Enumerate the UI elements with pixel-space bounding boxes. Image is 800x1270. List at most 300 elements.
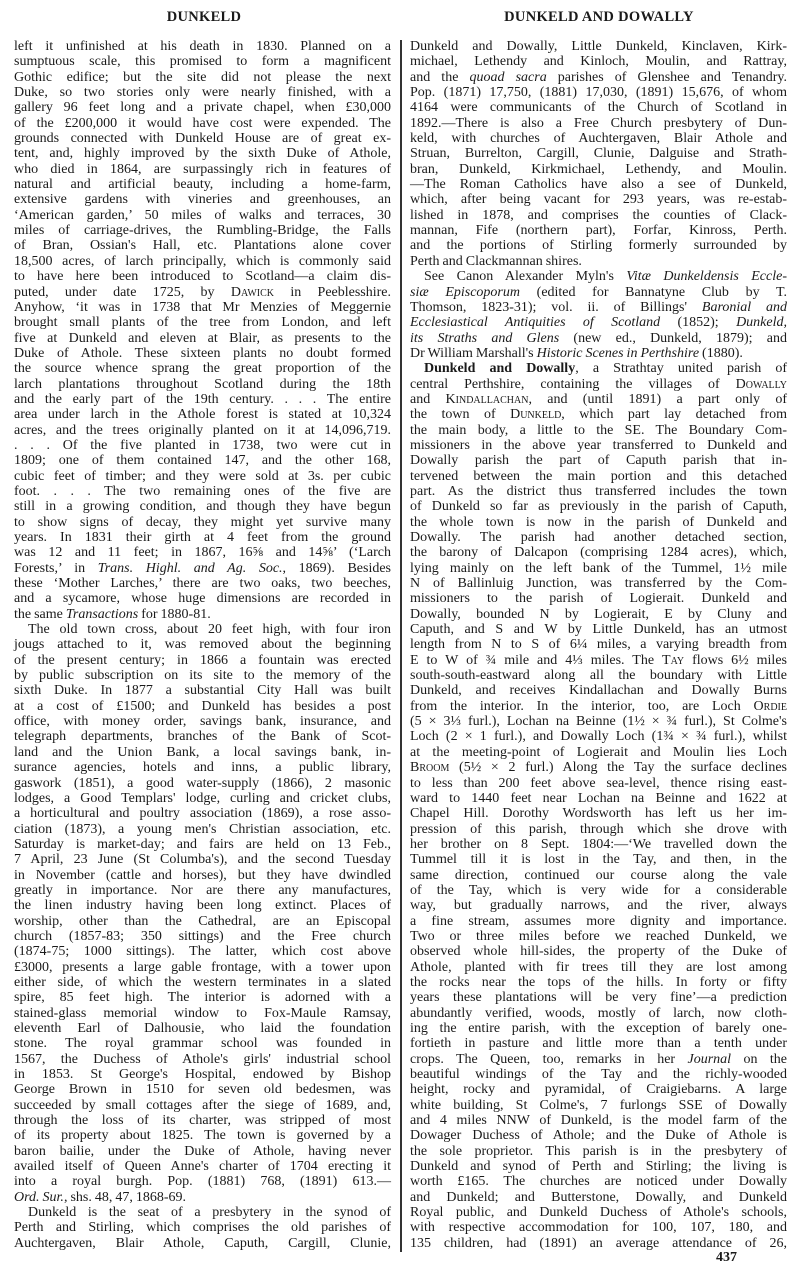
text-run: , and (until 1891) a part only of — [528, 391, 787, 407]
text-line — [14, 806, 391, 821]
text-line — [410, 760, 787, 775]
text-run: length from N to S of 6¼ miles, a varying breadth from — [410, 637, 787, 653]
text-run: extensive gardens with vineries and greenhouses, an — [14, 192, 391, 208]
text-line — [14, 852, 391, 867]
text-run: keld, with churches of Auchtergaven, Blair Athole and — [410, 131, 787, 147]
text-run: part. As the district thus transferred includes the town — [410, 483, 787, 499]
text-run: of Dunkeld so far as previously in the parish of Caputh, — [410, 499, 787, 515]
text-run: 1567, the Duchess of Athole's girls' industrial school — [14, 1051, 391, 1067]
text-run: to show signs of decay, they might yet survive many — [14, 514, 391, 530]
text-line — [14, 1128, 391, 1143]
text-run: missioners in the above year transferred to Dunkeld and — [410, 437, 787, 453]
text-line — [410, 39, 787, 54]
text-line — [410, 1021, 787, 1036]
text-run: her brother on 8 Sept. 1804:—‘We travelled down the — [410, 836, 787, 852]
text-run: crops. The Queen, too, remarks in her — [410, 1051, 688, 1067]
text-run: £3000, presents a large gable frontage, with a tower upon — [14, 959, 391, 975]
text-run: Royal public, and Dunkeld Duchess of Athole's schools, — [410, 1205, 787, 1221]
text-line — [410, 238, 787, 253]
text-line — [14, 1006, 391, 1021]
text-run: Anyhow, ‘it was in 1738 that Mr Menzies of Meggernie — [14, 299, 391, 315]
text-run: Chapel Hill. Dorothy Wordsworth has left us her im- — [410, 806, 787, 822]
text-line — [410, 637, 787, 652]
text-run: Perth and Stirling, which comprises the old parishes of — [14, 1220, 391, 1236]
text-run: left it unfinished at his death in 1830. Planned on a — [14, 39, 391, 54]
text-run: to less than 200 feet above sea-level, thence rising east- — [410, 775, 787, 791]
text-line — [410, 898, 787, 913]
text-line — [410, 1174, 787, 1189]
text-line — [14, 484, 391, 499]
text-line — [14, 54, 391, 69]
text-run: surance agencies, hotels and inns, a public library, — [14, 760, 391, 776]
text-line — [410, 607, 787, 622]
text-run: on the — [731, 1051, 788, 1067]
text-line — [14, 1082, 391, 1097]
page-number: 437 — [716, 1250, 737, 1265]
text-run: from the interior. In the interior, too, are Loch — [410, 698, 754, 714]
text-run: in 1853. St George's Hospital, endowed by Bishop — [14, 1067, 391, 1083]
text-run: See Canon Alexander Myln's — [424, 269, 627, 285]
text-run: (5 × 3⅓ furl.), Lochan na Beinne (1½ × ¾ furl.), St Colme's — [410, 714, 787, 730]
text-run: at the meeting-point of Logierait and Moulin lies Loch — [410, 744, 787, 760]
text-run: Loch (2 × 1 furl.), and Dowally Loch (1¾ × ¾ furl.), whilst — [410, 729, 787, 745]
text-run: and — [410, 391, 446, 407]
text-run: gaswork (1851), a good water-supply (1866), 2 masonic — [14, 775, 391, 791]
text-run: stained-glass memorial window to Fox-Maule Ramsay, — [14, 1005, 391, 1021]
text-line — [410, 576, 787, 591]
text-line — [410, 116, 787, 131]
text-line — [14, 607, 391, 622]
text-run: 4164 were communicants of the Church of Scotland in — [410, 100, 787, 116]
text-run: land and the Union Bank, a local savings bank, in- — [14, 744, 391, 760]
text-line — [410, 1082, 787, 1097]
text-run: still in a growing condition, and though they have begun — [14, 499, 391, 515]
text-run: years these plantations will be very fine’—a prediction — [410, 990, 787, 1006]
text-line — [410, 269, 787, 284]
text-run: gallery 96 feet long and a private chapel, when £30,000 — [14, 100, 391, 116]
text-run: 1892.—There is also a Free Church presbytery of Dun- — [410, 115, 787, 131]
text-line — [410, 683, 787, 698]
text-line — [14, 791, 391, 806]
text-run: at a cost of £1500; and Dunkeld has besides a post — [14, 698, 391, 714]
text-line — [14, 1036, 391, 1051]
text-run: missioners to the parish of Logierait. Dunkeld and — [410, 591, 787, 607]
text-run: Caputh, and S and W by Little Dunkeld, has an utmost — [410, 622, 787, 638]
bold-entry-title: Dunkeld and Dowally — [424, 361, 576, 377]
text-run: michael, Lethendy and Kinloch, Moulin, and Rattray, — [410, 54, 787, 70]
text-run: Dunkeld and synod of Perth and Stirling; the living is — [410, 1159, 787, 1175]
text-line — [14, 1144, 391, 1159]
column-divider — [400, 40, 402, 1252]
text-line — [14, 1052, 391, 1067]
text-line — [410, 1220, 787, 1235]
text-run: either side, of which the western terminates in a slated — [14, 974, 391, 990]
text-run: , 1869). Besides — [282, 560, 391, 576]
text-run: with respective accommodation for 100, 107, 180, and — [410, 1220, 787, 1236]
text-line — [410, 315, 787, 330]
italic-text: Dunkeld, — [736, 315, 787, 331]
text-line — [14, 392, 391, 407]
text-line — [410, 868, 787, 883]
small-caps-name: Dawick — [230, 284, 275, 300]
text-line — [410, 331, 787, 346]
text-line — [14, 177, 391, 192]
text-line — [410, 131, 787, 146]
text-line — [410, 668, 787, 683]
text-line — [14, 929, 391, 944]
text-run: 7 April, 23 June (St Columba's), and the second Tuesday — [14, 852, 391, 868]
text-run: years. In 1831 their girth at 4 feet from the ground — [14, 530, 391, 545]
text-line — [14, 944, 391, 959]
text-line — [410, 192, 787, 207]
text-run: in Peeblesshire. — [274, 284, 392, 300]
text-run: N of Ballinluig Junction, was transferred by the Com- — [410, 576, 787, 592]
text-line — [410, 653, 787, 668]
text-run: Saturday is market-day; and fairs are held on 13 Feb., — [14, 836, 391, 852]
text-run: George Brown in 1510 for seven old bedesmen, was — [14, 1082, 391, 1098]
text-run: the main body, a little to the SE. The Boundary Com- — [410, 422, 787, 438]
text-run: Dunkeld and Dowally, Little Dunkeld, Kinclaven, Kirk- — [410, 39, 787, 54]
text-line — [14, 637, 391, 652]
text-line — [14, 331, 391, 346]
text-line — [14, 39, 391, 54]
text-line — [14, 1190, 391, 1205]
text-line — [410, 453, 787, 468]
text-run: puted, under date 1725, by — [14, 284, 231, 300]
text-run: spire, 85 feet high. The interior is adorned with a — [14, 990, 391, 1006]
text-line — [410, 100, 787, 115]
text-line — [14, 760, 391, 775]
text-run: worth £165. The churches are noticed under Dowally — [410, 1174, 787, 1190]
text-line — [410, 407, 787, 422]
text-line — [14, 423, 391, 438]
text-run: the rocks near the tops of the hills. In forty or fifty — [410, 974, 787, 990]
text-line — [14, 407, 391, 422]
text-line — [14, 377, 391, 392]
text-run: which, after being vacant for 293 years, was re-estab- — [410, 192, 787, 208]
text-run: E to W of ¾ mile and 4⅓ miles. The — [410, 652, 663, 668]
text-run: Dr William Marshall's — [410, 345, 537, 361]
text-run: abundantly verified, woods, mostly of larch, now cloth- — [410, 1005, 787, 1021]
text-line — [410, 469, 787, 484]
text-run: Struan, Burrelton, Cargill, Clunie, Dalguise and Strath- — [410, 146, 787, 162]
text-run: (edited for Bannatyne Club by T. — [520, 284, 787, 300]
text-line — [410, 745, 787, 760]
text-line — [410, 791, 787, 806]
text-line — [410, 377, 787, 392]
text-line — [410, 438, 787, 453]
text-line — [410, 729, 787, 744]
text-line — [14, 208, 391, 223]
text-line — [14, 898, 391, 913]
text-run: height, rocky and pyramidal, of Craigiebarns. A large — [410, 1082, 787, 1098]
text-line — [410, 254, 787, 269]
text-run: the sole proprietor. This parish is in the presbytery of — [410, 1143, 787, 1159]
text-line — [14, 469, 391, 484]
text-line — [410, 929, 787, 944]
text-line — [14, 1067, 391, 1082]
text-run: Forests,’ in — [14, 560, 98, 576]
text-run: Dunkeld is the seat of a presbytery in the synod of — [28, 1205, 391, 1221]
text-run: into a royal burgh. Pop. (1881) 768, (1891) 613.— — [14, 1174, 391, 1190]
text-line — [14, 883, 391, 898]
text-line — [410, 960, 787, 975]
text-line — [14, 868, 391, 883]
italic-text: Transactions — [65, 606, 139, 622]
text-line — [410, 1098, 787, 1113]
text-line — [410, 285, 787, 300]
text-run: Thomson, 1823-31); vol. ii. of Billings' — [410, 299, 702, 315]
text-run: stone. The royal grammar school was founded in — [14, 1036, 391, 1052]
text-line — [14, 683, 391, 698]
text-run: lished in 1878, and comprises the counties of Clack- — [410, 207, 787, 223]
text-run: parishes of Glenshee and Tenandry. — [546, 69, 787, 85]
text-line — [14, 622, 391, 637]
text-line — [14, 269, 391, 284]
small-caps-name: Kindallachan — [445, 391, 529, 407]
text-run: Tummel till it is lost in the Tay, and then, in the — [410, 852, 787, 868]
text-run: sumptuous scale, this promised to form a magnificent — [14, 54, 391, 70]
text-line — [410, 300, 787, 315]
text-run: by public subscription on its site to the memory of the — [14, 668, 391, 684]
text-line — [14, 254, 391, 269]
text-run: fortieth in pasture and little more than a tenth under — [410, 1036, 787, 1052]
text-run: The old town cross, about 20 feet high, with four iron — [28, 622, 391, 638]
text-line — [410, 530, 787, 545]
text-line — [14, 960, 391, 975]
text-run: area under larch in the Athole forest is stated at 10,324 — [14, 407, 391, 423]
text-run: 18,500 acres, of larch principally, which is commonly said — [14, 253, 391, 269]
text-line — [410, 1190, 787, 1205]
text-line — [410, 484, 787, 499]
text-run: church (1857-83; 350 sittings) and the Free church — [14, 928, 391, 944]
text-line — [14, 776, 391, 791]
italic-text: Journal — [687, 1051, 732, 1067]
text-run: . . . Of the five planted in 1738, two were cut in — [14, 437, 391, 453]
text-run: a fine stream, assumes more dignity and importance. — [410, 913, 787, 929]
text-run: (5½ × 2 furl.) Along the Tay the surface declines — [449, 760, 787, 776]
text-run: and the portions of Stirling formerly surrounded by — [410, 238, 787, 254]
text-run: lodges, a Good Templars' lodge, curling and cricket clubs, — [14, 790, 391, 806]
text-line — [410, 1067, 787, 1082]
text-line — [410, 1159, 787, 1174]
text-line — [14, 1205, 391, 1220]
text-run: sixth Duke. In 1877 a substantial City Hall was built — [14, 683, 391, 699]
text-line — [410, 837, 787, 852]
text-line — [14, 1021, 391, 1036]
text-line — [14, 591, 391, 606]
text-run: , which part lay detached from — [561, 407, 788, 423]
text-line — [14, 238, 391, 253]
italic-text: Vitæ Dunkeldensis Eccle- — [626, 269, 787, 285]
text-run: cubic feet of timber; and they were sold at 3s. per cubic — [14, 468, 391, 484]
text-run: jougs attached to it, was removed about the beginning — [14, 637, 391, 653]
text-line — [14, 914, 391, 929]
text-run: and the early part of the 19th century. . . . The entire — [14, 391, 391, 407]
text-line — [14, 745, 391, 760]
text-line — [14, 100, 391, 115]
text-run: tent, and, highly improved by the sixth Duke of Athole, — [14, 146, 391, 162]
text-run: , a Strathtay united parish of — [575, 361, 787, 377]
text-run: larch plantations throughout Scotland during the 18th — [14, 376, 391, 392]
text-run: was 12 and 11 feet; in 1867, 16⅝ and 14⅝’ (‘Larch — [14, 545, 391, 561]
text-run: ing the entire parish, with the exception of barely one- — [410, 1021, 787, 1036]
text-run: bran, Dunkeld, Kirkmichael, Lethendy, and Moulin. — [410, 161, 787, 177]
text-run: and 4 miles NNW of Dunkeld, is the model farm of the — [410, 1113, 787, 1129]
text-run: pression of this parish, through which she drove with — [410, 821, 787, 837]
text-run: for 1880-81. — [138, 606, 211, 622]
text-run: Gothic edifice; but the site did not please the next — [14, 69, 391, 85]
text-run: greatly in importance. Nor are there any manufactures, — [14, 882, 391, 898]
text-run: ward to 1440 feet near Lochan na Beinne and 1622 at — [410, 790, 787, 806]
text-run: —The Roman Catholics have also a see of Dunkeld, — [410, 177, 787, 193]
text-run: and Dunkeld; and Butterstone, Dowally, and Dunkeld — [410, 1189, 787, 1205]
text-run: worship, other than the Cathedral, are an Episcopal — [14, 913, 391, 929]
text-run: (1874-75; 1000 sittings). The latter, which cost above — [14, 944, 391, 960]
text-run: eleventh Earl of Dalhousie, who laid the foundation — [14, 1021, 391, 1036]
text-line — [14, 668, 391, 683]
text-line — [410, 146, 787, 161]
text-line — [410, 852, 787, 867]
text-run: baron bailie, under the Duke of Athole, having never — [14, 1143, 391, 1159]
running-header-left: DUNKELD — [166, 9, 242, 25]
text-run: Auchtergaven, Blair Athole, Caputh, Cargill, Clunie, — [14, 1235, 391, 1251]
text-line — [14, 530, 391, 545]
text-run: acres, and the trees originally planted on it at 14,096,719. — [14, 422, 391, 438]
text-line — [14, 285, 391, 300]
text-run: through the loss of its charter, was stripped of most — [14, 1113, 391, 1129]
text-line — [410, 1052, 787, 1067]
text-line — [14, 1174, 391, 1189]
text-run: Pop. (1871) 17,750, (1881) 17,030, (1891) 15,676, of whom — [410, 85, 787, 101]
italic-text: Ord. Sur. — [14, 1189, 64, 1205]
text-line — [410, 361, 787, 376]
text-line — [410, 883, 787, 898]
text-run: Duke of Athole. These sixteen plants no doubt formed — [14, 345, 391, 361]
text-run: the whole town is now in the parish of Dunkeld and — [410, 514, 787, 530]
text-line — [14, 837, 391, 852]
text-run: central Perthshire, containing the villages of — [410, 376, 736, 392]
text-run: Dowally, bounded N by Logierait, E by Cluny and — [410, 606, 787, 622]
text-line — [410, 545, 787, 560]
text-line — [14, 361, 391, 376]
text-line — [14, 653, 391, 668]
text-run: of its property about 1825. The town is governed by a — [14, 1128, 391, 1144]
text-line — [410, 714, 787, 729]
left-column-text — [14, 39, 391, 1251]
text-line — [410, 1144, 787, 1159]
text-line — [410, 975, 787, 990]
text-line — [410, 1128, 787, 1143]
text-line — [410, 561, 787, 576]
text-line — [410, 54, 787, 69]
text-run: and the — [410, 69, 470, 85]
text-run: succeeded by small cottages after the siege of 1689, and, — [14, 1097, 391, 1113]
text-run: of the £200,000 it would have cost were expended. The — [14, 115, 391, 131]
text-line — [14, 438, 391, 453]
text-line — [410, 1236, 787, 1251]
text-line — [410, 177, 787, 192]
text-line — [14, 699, 391, 714]
text-line — [14, 162, 391, 177]
text-line — [14, 975, 391, 990]
small-caps-name: Ordie — [753, 698, 787, 714]
text-run: (1880). — [699, 345, 743, 361]
text-run: white building, St Colme's, 7 furlongs SSE of Dowally — [410, 1097, 787, 1113]
small-caps-name: Broom — [410, 760, 450, 776]
text-run: Duke, so two stories only were nearly finished, with a — [14, 85, 391, 101]
text-line — [410, 423, 787, 438]
text-run: telegraph departments, branches of the Bank of Scot- — [14, 729, 391, 745]
small-caps-name: Dowally — [735, 376, 787, 392]
text-line — [410, 914, 787, 929]
text-run: way, but gradually narrows, and the river, always — [410, 898, 787, 914]
text-line — [14, 192, 391, 207]
text-run: observed whole hill-sides, the property of the Duke of — [410, 944, 787, 960]
text-line — [14, 499, 391, 514]
text-line — [410, 85, 787, 100]
text-line — [14, 70, 391, 85]
text-run: same direction, continued our course along the vale — [410, 867, 787, 883]
right-column-text — [410, 39, 787, 1251]
text-run: miles of carriage-drives, the Rumbling-Bridge, the Falls — [14, 223, 391, 239]
text-line — [410, 499, 787, 514]
text-run: ‘American garden,’ 50 miles of walks and terraces, 30 — [14, 207, 391, 223]
text-run: in November (cattle and horses), but they have dwindled — [14, 867, 391, 883]
text-run: (1852); — [660, 315, 737, 331]
text-line — [410, 223, 787, 238]
text-line — [14, 561, 391, 576]
text-run: Dowager Duchess of Athole; and the Duke of Athole is — [410, 1128, 787, 1144]
text-line — [14, 990, 391, 1005]
italic-text: Baronial and — [701, 299, 787, 315]
text-run: of Bran, Ossian's Hall, etc. Plantations alone cover — [14, 238, 391, 254]
text-run: flows 6½ miles — [684, 652, 787, 668]
text-line — [410, 944, 787, 959]
text-run: availed itself of Queen Anne's charter of 1704 erecting it — [14, 1159, 391, 1175]
text-run: to have here been introduced to Scotland—a claim dis- — [14, 269, 391, 285]
text-run: Dowally parish the part of Caputh parish that in- — [410, 453, 787, 469]
italic-text: siæ Episcoporum — [410, 284, 520, 300]
text-run: who died in 1864, are surpassingly rich in features of — [14, 161, 391, 177]
text-run: office, with money order, savings bank, insurance, and — [14, 714, 391, 730]
text-line — [14, 822, 391, 837]
text-line — [14, 131, 391, 146]
text-run: Dunkeld, and receives Kindallachan and Dowally Burns — [410, 683, 787, 699]
text-line — [14, 300, 391, 315]
text-line — [410, 515, 787, 530]
text-run: the same — [14, 606, 66, 622]
italic-text: quoad sacra — [469, 69, 547, 85]
text-line — [410, 208, 787, 223]
text-line — [14, 1159, 391, 1174]
text-line — [410, 699, 787, 714]
text-run: the linen industry having been long extinct. Places of — [14, 898, 391, 914]
text-line — [14, 1236, 391, 1251]
text-line — [410, 591, 787, 606]
text-line — [14, 576, 391, 591]
text-run: these ‘Mother Larches,’ there are two oaks, two beeches, — [14, 576, 391, 592]
text-run: south-south-eastward along all the boundary with Little — [410, 668, 787, 684]
text-run: and a sycamore, whose huge dimensions are recorded in — [14, 591, 391, 607]
text-line — [14, 453, 391, 468]
text-line — [14, 116, 391, 131]
text-run: (new ed., Dunkeld, 1879); and — [559, 330, 787, 346]
text-run: 1809; one of them contained 147, and the other 168, — [14, 453, 391, 469]
text-line — [14, 1113, 391, 1128]
text-run: grounds connected with Dunkeld House are of great ex- — [14, 131, 391, 147]
text-run: natural and artificial beauty, including a home-farm, — [14, 177, 391, 193]
